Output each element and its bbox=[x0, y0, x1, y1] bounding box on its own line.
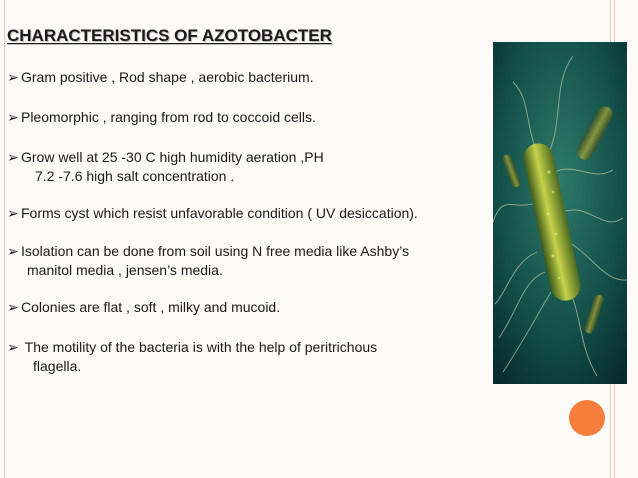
bullet-text-continued: 7.2 -7.6 high salt concentration . bbox=[35, 168, 235, 184]
bullet-arrow-icon: ➢ bbox=[7, 69, 19, 85]
bullet-item bbox=[7, 298, 280, 317]
bullet-arrow-icon: ➢ bbox=[7, 109, 19, 125]
bullet-arrow-icon: ➢ bbox=[7, 149, 19, 165]
bacteria-illustration-icon bbox=[493, 42, 627, 384]
bullet-item bbox=[7, 148, 324, 186]
bullet-arrow-icon: ➢ bbox=[7, 299, 19, 315]
slide-title: CHARACTERISTICS OF AZOTOBACTER bbox=[7, 26, 332, 45]
bullet-text-continued: flagella. bbox=[33, 358, 82, 374]
bullet-text: Grow well at 25 -30 C high humidity aeration ,PH bbox=[21, 149, 324, 165]
bullet-text: Pleomorphic , ranging from rod to coccoid cells. bbox=[21, 109, 316, 125]
accent-circle bbox=[569, 400, 605, 436]
bullet-arrow-icon: ➢ bbox=[7, 243, 19, 259]
bullet-item bbox=[7, 108, 316, 127]
bullet-text: Colonies are flat , soft , milky and mucoid. bbox=[21, 299, 281, 315]
bullet-item bbox=[7, 338, 377, 376]
bullet-text: Isolation can be done from soil using N free media like Ashby’s bbox=[21, 243, 410, 259]
bullet-text: The motility of the bacteria is with the help of peritrichous bbox=[21, 339, 378, 355]
bullet-item bbox=[7, 204, 418, 223]
bullet-text: Forms cyst which resist unfavorable condition ( UV desiccation). bbox=[21, 205, 418, 221]
bullet-text: Gram positive , Rod shape , aerobic bacterium. bbox=[21, 69, 314, 85]
bullet-item bbox=[7, 242, 409, 280]
bullet-item bbox=[7, 68, 314, 87]
bullet-arrow-icon: ➢ bbox=[7, 205, 19, 221]
bullet-text-continued: manitol media , jensen’s media. bbox=[27, 262, 223, 278]
left-border-line bbox=[4, 0, 5, 478]
bacteria-image bbox=[493, 42, 627, 384]
bullet-arrow-icon: ➢ bbox=[7, 339, 19, 355]
